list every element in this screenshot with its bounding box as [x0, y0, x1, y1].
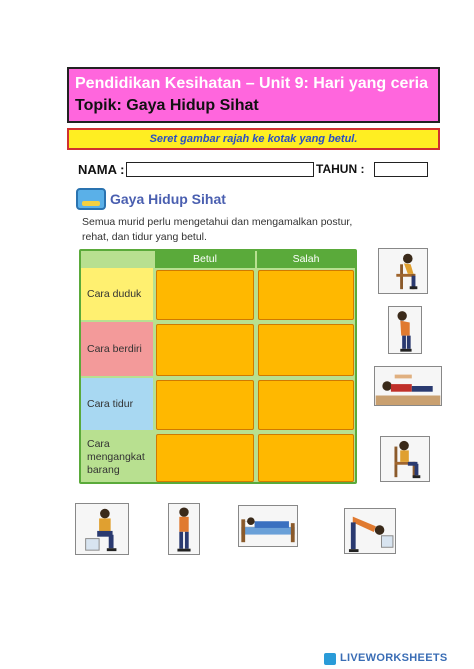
nama-input[interactable]: [126, 162, 314, 177]
drop-cell-tidur-betul[interactable]: [156, 380, 254, 430]
drop-cell-berdiri-salah[interactable]: [258, 324, 354, 376]
draggable-squatting-lift[interactable]: [75, 503, 129, 555]
section-intro: Semua murid perlu mengetahui dan mengamalkan postur, rehat, dan tidur yang betul.: [82, 216, 353, 243]
sitting-straight-figure-icon: [381, 437, 429, 481]
column-header-betul: Betul: [155, 251, 255, 268]
squatting-lift-figure-icon: [76, 504, 128, 554]
sleeping-bed-figure-icon: [239, 506, 297, 546]
standing-straight-figure-icon: [169, 504, 199, 554]
draggable-sitting-straight[interactable]: [380, 436, 430, 482]
drop-cell-duduk-salah[interactable]: [258, 270, 354, 320]
drop-cell-berdiri-betul[interactable]: [156, 324, 254, 376]
sorting-table: [79, 249, 357, 484]
tahun-label: TAHUN :: [316, 162, 365, 176]
lying-floor-figure-icon: [375, 367, 441, 405]
draggable-bending-lift[interactable]: [344, 508, 396, 554]
row-label-berdiri: Cara berdiri: [81, 322, 153, 376]
standing-hunched-figure-icon: [389, 307, 421, 353]
drop-cell-tidur-salah[interactable]: [258, 380, 354, 430]
liveworksheets-logo-icon: [324, 653, 336, 665]
drop-cell-mengangkat-betul[interactable]: [156, 434, 254, 482]
row-label-duduk: Cara duduk: [81, 268, 153, 320]
bending-lift-figure-icon: [345, 509, 395, 553]
nama-label: NAMA :: [78, 162, 125, 177]
row-label-tidur: Cara tidur: [81, 378, 153, 430]
footer-brand: LIVEWORKSHEETS: [340, 652, 448, 664]
book-icon: [76, 188, 106, 210]
column-header-salah: Salah: [257, 251, 355, 268]
row-label-mengangkat: Cara mengangkat barang: [81, 432, 153, 482]
draggable-sitting-slouched[interactable]: [378, 248, 428, 294]
sitting-slouched-figure-icon: [379, 249, 427, 293]
instruction-banner: Seret gambar rajah ke kotak yang betul.: [67, 128, 440, 150]
unit-title: Pendidikan Kesihatan – Unit 9: Hari yang ceria: [75, 75, 428, 92]
draggable-sleeping-bed[interactable]: [238, 505, 298, 547]
drop-cell-duduk-betul[interactable]: [156, 270, 254, 320]
draggable-standing-straight[interactable]: [168, 503, 200, 555]
section-title: Gaya Hidup Sihat: [110, 191, 226, 207]
draggable-lying-floor[interactable]: [374, 366, 442, 406]
tahun-input[interactable]: [374, 162, 428, 177]
worksheet-header: [67, 67, 440, 123]
topic-title: Topik: Gaya Hidup Sihat: [75, 97, 259, 114]
draggable-standing-hunched[interactable]: [388, 306, 422, 354]
drop-cell-mengangkat-salah[interactable]: [258, 434, 354, 482]
